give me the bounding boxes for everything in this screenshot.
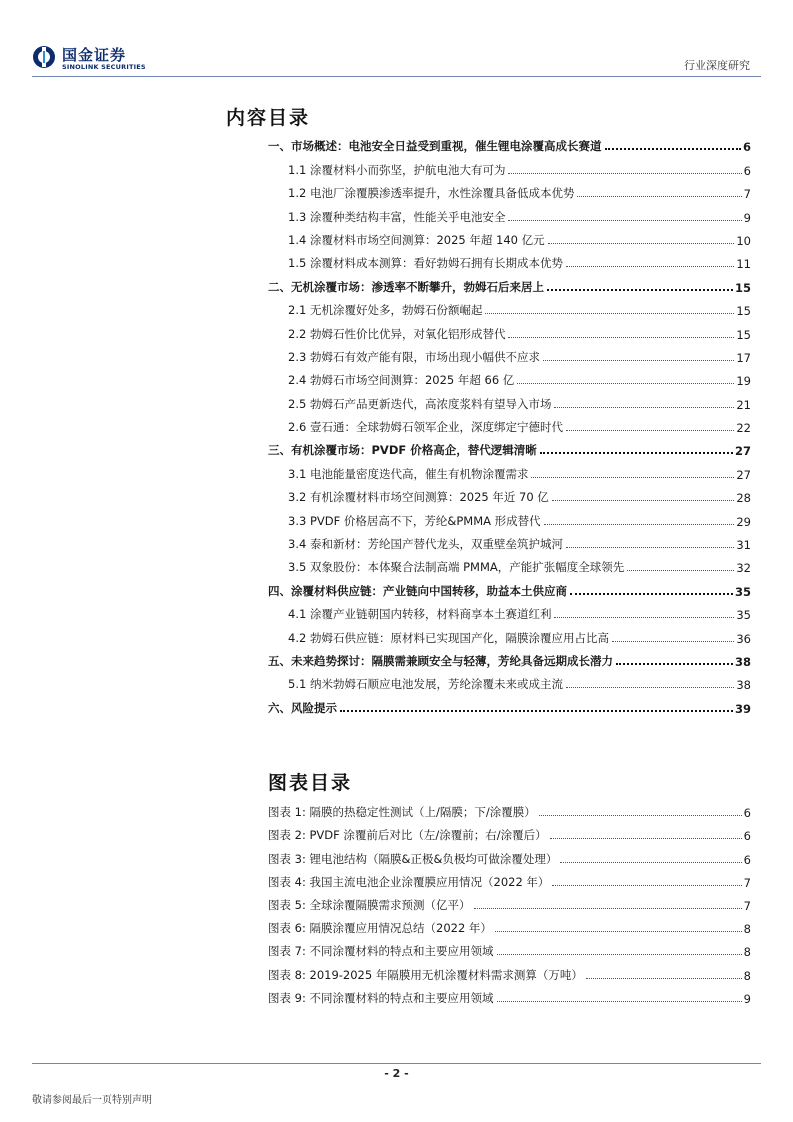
toc-entry[interactable] — [268, 201, 751, 224]
dot-leader — [550, 838, 742, 839]
dot-leader — [605, 148, 741, 150]
toc-entry[interactable] — [268, 225, 751, 248]
entry-page-number: 22 — [736, 421, 751, 436]
figure-entry[interactable] — [268, 890, 751, 913]
dot-leader — [586, 978, 742, 979]
logo-chinese-name: 国金证券 — [62, 46, 127, 64]
entry-page-number: 28 — [736, 491, 751, 506]
toc-entry[interactable] — [268, 458, 751, 481]
entry-label: 二、无机涂覆市场：渗透率不断攀升，勃姆石后来居上 — [268, 279, 547, 295]
entry-page-number: 19 — [736, 374, 751, 389]
entry-page-number: 29 — [736, 514, 751, 529]
entry-page-number: 6 — [743, 163, 751, 178]
dot-leader — [544, 524, 735, 525]
dot-leader — [497, 954, 742, 955]
toc-entry[interactable] — [268, 482, 751, 505]
figure-entry[interactable] — [268, 797, 751, 820]
dot-leader — [566, 687, 734, 688]
entry-label: 六、风险提示 — [268, 700, 340, 716]
entry-label: 1.2 电池厂涂覆膜渗透率提升，水性涂覆具备低成本优势 — [288, 185, 577, 201]
entry-page-number: 15 — [736, 327, 751, 342]
entry-label: 一、市场概述：电池安全日益受到重视，催生锂电涂覆高成长赛道 — [268, 138, 605, 154]
dot-leader — [340, 710, 733, 712]
entry-page-number: 27 — [734, 444, 751, 459]
entry-page-number: 32 — [736, 561, 751, 576]
entry-label: 2.5 勃姆石产品更新迭代，高浓度浆料有望导入市场 — [288, 396, 554, 412]
toc-entry[interactable] — [268, 178, 751, 201]
toc-entry[interactable] — [268, 622, 751, 645]
entry-label: 1.5 涂覆材料成本测算：看好勃姆石拥有长期成本优势 — [288, 255, 566, 271]
toc-entry[interactable] — [268, 154, 751, 177]
toc-entry[interactable] — [268, 388, 751, 411]
entry-label: 2.6 壹石通：全球勃姆石领军企业，深度绑定宁德时代 — [288, 419, 566, 435]
entry-page-number: 38 — [736, 678, 751, 693]
entry-page-number: 36 — [736, 631, 751, 646]
entry-label: 3.2 有机涂覆材料市场空间测算：2025 年近 70 亿 — [288, 489, 552, 505]
entry-label: 图表 1: 隔膜的热稳定性测试（上/隔膜；下/涂覆膜） — [268, 804, 539, 820]
figure-entry[interactable] — [268, 913, 751, 936]
entry-label: 四、涂覆材料供应链：产业链向中国转移，助益本土供应商 — [268, 583, 570, 599]
dot-leader — [531, 477, 734, 478]
entry-page-number: 27 — [736, 467, 751, 482]
entry-page-number: 35 — [736, 608, 751, 623]
figure-entry[interactable] — [268, 867, 751, 890]
dot-leader — [554, 407, 734, 408]
entry-page-number: 35 — [734, 584, 751, 599]
entry-label: 图表 3: 锂电池结构（隔膜&正极&负极均可做涂覆处理） — [268, 851, 560, 867]
toc-entry[interactable] — [268, 365, 751, 388]
entry-label: 3.1 电池能量密度迭代高，催生有机物涂覆需求 — [288, 466, 531, 482]
entry-page-number: 6 — [743, 806, 751, 821]
figures-title: 图表目录 — [268, 772, 353, 794]
dot-leader — [495, 931, 742, 932]
dot-leader — [508, 220, 741, 221]
sinolink-logo-icon — [32, 44, 56, 70]
figure-entry[interactable] — [268, 983, 751, 1006]
page-number: - 2 - — [384, 1067, 409, 1080]
dot-leader — [566, 430, 734, 431]
dot-leader — [612, 641, 734, 642]
toc-entry[interactable] — [268, 552, 751, 575]
entry-page-number: 8 — [743, 968, 751, 983]
entry-page-number: 10 — [736, 233, 751, 248]
entry-label: 图表 2: PVDF 涂覆前后对比（左/涂覆前；右/涂覆后） — [268, 827, 550, 843]
entry-page-number: 6 — [743, 852, 751, 867]
entry-label: 五、未来趋势探讨：隔膜需兼顾安全与轻薄，芳纶具备远期成长潜力 — [268, 653, 616, 669]
entry-page-number: 21 — [736, 397, 751, 412]
entry-page-number: 8 — [743, 922, 751, 937]
figure-entry[interactable] — [268, 843, 751, 866]
entry-page-number: 11 — [736, 257, 751, 272]
report-type-label: 行业深度研究 — [684, 59, 750, 72]
dot-leader — [566, 266, 734, 267]
toc-entry[interactable] — [268, 599, 751, 622]
toc-entry[interactable] — [268, 435, 751, 458]
company-logo — [32, 44, 152, 76]
entry-page-number: 7 — [743, 898, 751, 913]
entry-label: 3.5 双象股份：本体聚合法制高端 PMMA，产能扩张幅度全球领先 — [288, 559, 627, 575]
entry-label: 1.4 涂覆材料市场空间测算：2025 年超 140 亿元 — [288, 232, 548, 248]
toc-entry[interactable] — [268, 248, 751, 271]
entry-label: 图表 8: 2019-2025 年隔膜用无机涂覆材料需求测算（万吨） — [268, 967, 586, 983]
dot-leader — [540, 452, 733, 454]
entry-page-number: 7 — [743, 875, 751, 890]
dot-leader — [474, 908, 742, 909]
entry-label: 2.2 勃姆石性价比优异，对氧化铝形成替代 — [288, 326, 508, 342]
entry-label: 2.3 勃姆石有效产能有限，市场出现小幅供不应求 — [288, 349, 543, 365]
dot-leader — [517, 383, 734, 384]
dot-leader — [552, 500, 735, 501]
toc-entry[interactable] — [268, 318, 751, 341]
entry-label: 1.1 涂覆材料小而弥坚，护航电池大有可为 — [288, 162, 508, 178]
entry-page-number: 31 — [736, 538, 751, 553]
dot-leader — [566, 547, 734, 548]
dot-leader — [552, 885, 741, 886]
entry-page-number: 17 — [736, 350, 751, 365]
toc-entry[interactable] — [268, 271, 751, 294]
entry-label: 1.3 涂覆种类结构丰富，性能关乎电池安全 — [288, 209, 508, 225]
toc-entry[interactable] — [268, 295, 751, 318]
entry-page-number: 15 — [736, 304, 751, 319]
dot-leader — [577, 196, 741, 197]
entry-page-number: 9 — [743, 991, 751, 1006]
entry-label: 3.3 PVDF 价格居高不下，芳纶&PMMA 形成替代 — [288, 513, 544, 529]
toc-entry[interactable] — [268, 505, 751, 528]
disclaimer-note: 敬请参阅最后一页特别声明 — [32, 1095, 152, 1106]
entry-page-number: 8 — [743, 945, 751, 960]
entry-page-number: 6 — [743, 829, 751, 844]
table-of-contents — [268, 131, 751, 716]
logo-english-name: SINOLINK SECURITIES — [62, 63, 146, 71]
toc-entry[interactable] — [268, 529, 751, 552]
toc-entry[interactable] — [268, 646, 751, 669]
figure-entry[interactable] — [268, 820, 751, 843]
figure-entry[interactable] — [268, 959, 751, 982]
dot-leader — [485, 313, 734, 314]
entry-label: 2.1 无机涂覆好处多，勃姆石份额崛起 — [288, 302, 485, 318]
toc-entry[interactable] — [268, 412, 751, 435]
toc-entry[interactable] — [268, 342, 751, 365]
dot-leader — [543, 360, 734, 361]
entry-page-number: 15 — [734, 280, 751, 295]
dot-leader — [548, 243, 735, 244]
entry-label: 图表 7: 不同涂覆材料的特点和主要应用领域 — [268, 943, 497, 959]
dot-leader — [539, 815, 742, 816]
dot-leader — [616, 663, 733, 665]
dot-leader — [560, 862, 741, 863]
entry-page-number: 6 — [742, 140, 751, 155]
dot-leader — [508, 173, 741, 174]
entry-label: 三、有机涂覆市场：PVDF 价格高企，替代逻辑清晰 — [268, 442, 540, 458]
dot-leader — [497, 1001, 742, 1002]
footer-divider — [32, 1063, 761, 1064]
dot-leader — [508, 337, 734, 338]
toc-entry[interactable] — [268, 131, 751, 154]
entry-label: 5.1 纳米勃姆石顺应电池发展，芳纶涂覆未来或成主流 — [288, 676, 566, 692]
entry-label: 2.4 勃姆石市场空间测算：2025 年超 66 亿 — [288, 372, 517, 388]
entry-label: 4.2 勃姆石供应链：原材料已实现国产化，隔膜涂覆应用占比高 — [288, 630, 612, 646]
entry-label: 图表 5: 全球涂覆隔膜需求预测（亿平） — [268, 897, 474, 913]
entry-label: 图表 4: 我国主流电池企业涂覆膜应用情况（2022 年） — [268, 874, 552, 890]
dot-leader — [554, 617, 734, 618]
toc-entry[interactable] — [268, 669, 751, 692]
list-of-figures — [268, 797, 751, 1006]
toc-entry[interactable] — [268, 692, 751, 715]
header-divider — [32, 76, 761, 77]
entry-label: 图表 9: 不同涂覆材料的特点和主要应用领域 — [268, 990, 497, 1006]
dot-leader — [547, 289, 733, 291]
entry-label: 4.1 涂覆产业链朝国内转移，材料商享本土赛道红利 — [288, 606, 554, 622]
entry-page-number: 38 — [734, 654, 751, 669]
entry-page-number: 39 — [734, 701, 751, 716]
entry-page-number: 9 — [743, 210, 751, 225]
entry-label: 图表 6: 隔膜涂覆应用情况总结（2022 年） — [268, 920, 495, 936]
entry-page-number: 7 — [743, 187, 751, 202]
dot-leader — [570, 593, 733, 595]
entry-label: 3.4 泰和新材：芳纶国产替代龙头，双重壁垒筑护城河 — [288, 536, 566, 552]
toc-entry[interactable] — [268, 575, 751, 598]
dot-leader — [627, 570, 734, 571]
toc-title: 内容目录 — [226, 107, 311, 129]
figure-entry[interactable] — [268, 936, 751, 959]
